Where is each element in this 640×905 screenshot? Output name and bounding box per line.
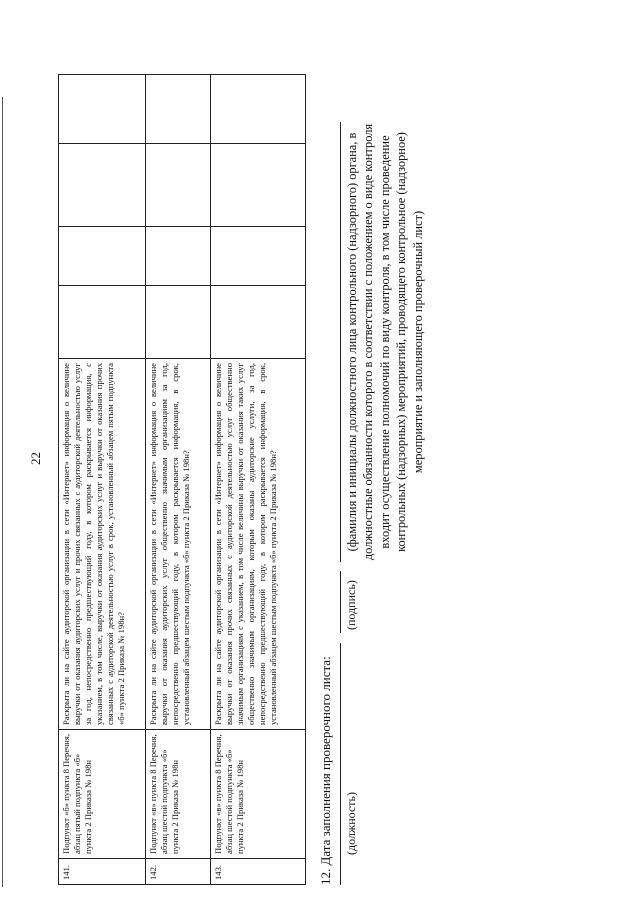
answer-cell (59, 75, 146, 144)
answer-cell (146, 75, 211, 144)
row-reference: Подпункт «в» пункта 8 Перечня, абзац шестой подпункта «б» пункта 2 Приказа № 198н (146, 730, 211, 859)
person-name-line (340, 122, 341, 562)
row-question: Раскрыта ли на сайте аудиторской организации в сети «Интернет» информация о величине выручки от оказания аудиторских услуг общественно значимым организациям за год, непосредственно предшествующий году, в котором раскрывается информация, в срок, установленный абзацем шестым подпункта «б» пункта 2 Приказа № 198н? (146, 359, 211, 730)
answer-cell (146, 227, 211, 286)
position-line (340, 643, 341, 885)
fill-date-label: 12. Дата заполнения проверочного листа: (318, 656, 333, 885)
person-caption: (фамилия и инициалы должностного лица контрольного (надзорного) органа, в должностные обязанности которого в соответствии с положением о виде контроля входит осуществление полномочий по виду контроля, в том числе проведение контрольных (надзорных) мероприятий, проводящего контрольное (надзорное) мероприятие и заполняющего проверочный лист) (345, 123, 425, 561)
answer-cell (146, 286, 211, 359)
row-number: 143. (211, 859, 306, 885)
row-question: Раскрыта ли на сайте аудиторской организации в сети «Интернет» информация о величине выручки от оказания аудиторских услуг и прочих связанных с аудиторской деятельностью услуг за год, непосредственно предшествующий году, в котором раскрывается информация, с указанием, в том числе, выручки от оказания аудиторских услуг и выручки от оказания прочих связанных с аудиторской деятельностью услуг в срок, установленный абзацем пятым подпункта «б» пункта 2 Приказа № 198н? (59, 359, 146, 730)
checklist-table (58, 74, 306, 885)
row-question: Раскрыта ли на сайте аудиторской организации в сети «Интернет» информация о величине выручки от оказания прочих связанных с аудиторской деятельностью услуг общественно значимым организациям с указанием, в том числе величины выручки от оказания таких услуг общественно значимым организациям, которым оказаны аудиторские услуги, за год, непосредственно предшествующий году, в котором раскрывается информация, в срок, установленный абзацем шестым подпункта «б» пункта 2 Приказа № 198н? (211, 359, 306, 730)
signature-line (340, 571, 341, 633)
answer-cell (146, 144, 211, 227)
answer-cell (211, 286, 306, 359)
signature-caption: (подпись) (344, 580, 358, 630)
table-row (146, 75, 211, 885)
answer-cell (59, 144, 146, 227)
row-reference: Подпункт «в» пункта 8 Перечня, абзац шестой подпункта «б» пункта 2 Приказа № 198н (211, 730, 306, 859)
answer-cell (211, 227, 306, 286)
row-number: 142. (146, 859, 211, 885)
position-caption: (должность) (344, 792, 358, 855)
answer-cell (211, 75, 306, 144)
table-row (211, 75, 306, 885)
answer-cell (211, 144, 306, 227)
top-rule (2, 97, 3, 887)
table-row (59, 75, 146, 885)
answer-cell (59, 286, 146, 359)
answer-cell (59, 227, 146, 286)
row-number: 141. (59, 859, 146, 885)
page-number: 22 (28, 452, 43, 465)
row-reference: Подпункт «б» пункта 8 Перечня, абзац пятый подпункта «б» пункта 2 Приказа № 198н (59, 730, 146, 859)
